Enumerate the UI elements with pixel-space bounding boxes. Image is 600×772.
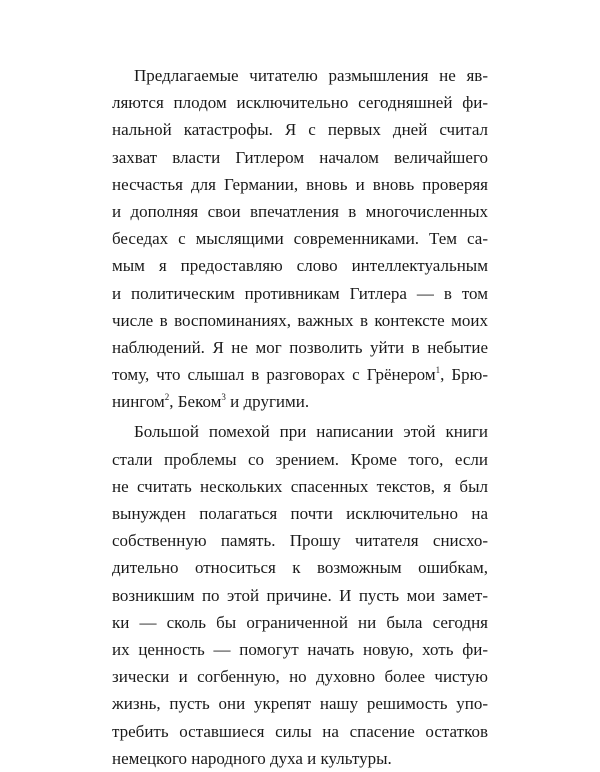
text-line: [112, 690, 488, 717]
text-segment: не считать нескольких спасенных текстов, я был: [112, 476, 488, 496]
text-segment: жизнь, пусть они укрепят нашу решимость упо-: [112, 694, 488, 714]
text-segment: требить оставшиеся силы на спасение остатков: [112, 721, 488, 741]
text-line: [112, 388, 488, 415]
text-line: [112, 307, 488, 334]
text-segment: и политическим противникам Гитлера — в том: [112, 283, 488, 303]
text-segment: , Брю-: [440, 365, 489, 385]
text-line: [112, 636, 488, 663]
text-segment: беседах с мыслящими современниками. Тем са-: [112, 229, 488, 249]
text-line: [112, 500, 488, 527]
text-line: [112, 418, 488, 445]
text-segment: захват власти Гитлером началом величайшего: [112, 147, 488, 167]
text-segment: несчастья для Германии, вновь и вновь проверяя: [112, 174, 488, 194]
text-line: [112, 527, 488, 554]
text-segment: нингом: [112, 392, 165, 412]
text-segment: наблюдений. Я не мог позволить уйти в небытие: [112, 337, 488, 357]
text-segment: собственную память. Прошу читателя снисхо-: [112, 531, 488, 551]
text-segment: числе в воспоминаниях, важных в контексте моих: [112, 310, 488, 330]
footnote-marker: 3: [221, 392, 226, 403]
text-segment: Большой помехой при написании этой книги: [134, 422, 488, 442]
text-line: [112, 361, 488, 388]
text-segment: Предлагаемые читателю размышления не яв-: [134, 66, 488, 85]
footnote-marker: 1: [435, 365, 441, 376]
text-segment: стали проблемы со зрением. Кроме того, если: [112, 449, 488, 469]
text-segment: мым я предоставляю слово интеллектуальным: [112, 256, 488, 276]
text-segment: ки — сколь бы ограниченной ни была сегодня: [112, 612, 488, 632]
text-line: [112, 171, 488, 198]
text-line: [112, 116, 488, 143]
paragraph: [112, 418, 488, 771]
text-line: [112, 62, 488, 89]
text-segment: дительно относиться к возможным ошибкам,: [112, 558, 488, 578]
text-segment: их ценность — помогут начать новую, хоть фи-: [112, 639, 488, 659]
text-line: [112, 334, 488, 361]
text-line: [112, 554, 488, 581]
text-line: [112, 144, 488, 171]
text-segment: вынужден полагаться почти исключительно на: [112, 504, 488, 523]
text-line: [112, 89, 488, 116]
text-segment: возникшим по этой причине. И пусть мои замет-: [112, 585, 488, 605]
text-segment: , Беком: [169, 392, 222, 412]
text-segment: нальной катастрофы. Я с первых дней считал: [112, 120, 488, 140]
text-segment: немецкого народного духа и культуры.: [112, 748, 392, 768]
text-line: [112, 252, 488, 279]
text-segment: зически и согбенную, но духовно более чистую: [112, 667, 488, 687]
text-segment: тому, что слышал в разговорах с Грёнером: [112, 365, 436, 385]
text-segment: и другими.: [225, 392, 310, 412]
text-line: [112, 582, 488, 609]
text-line: [112, 446, 488, 473]
text-line: [112, 609, 488, 636]
text-line: [112, 663, 488, 690]
body-text: [112, 62, 488, 772]
text-segment: и дополняя свои впечатления в многочисленных: [112, 201, 488, 221]
text-line: [112, 473, 488, 500]
text-line: [112, 745, 488, 772]
paragraph: [112, 62, 488, 415]
text-line: [112, 718, 488, 745]
footnote-marker: 2: [164, 392, 170, 403]
text-line: [112, 225, 488, 252]
text-line: [112, 280, 488, 307]
text-segment: ляются плодом исключительно сегодняшней фи-: [112, 93, 488, 113]
text-line: [112, 198, 488, 225]
